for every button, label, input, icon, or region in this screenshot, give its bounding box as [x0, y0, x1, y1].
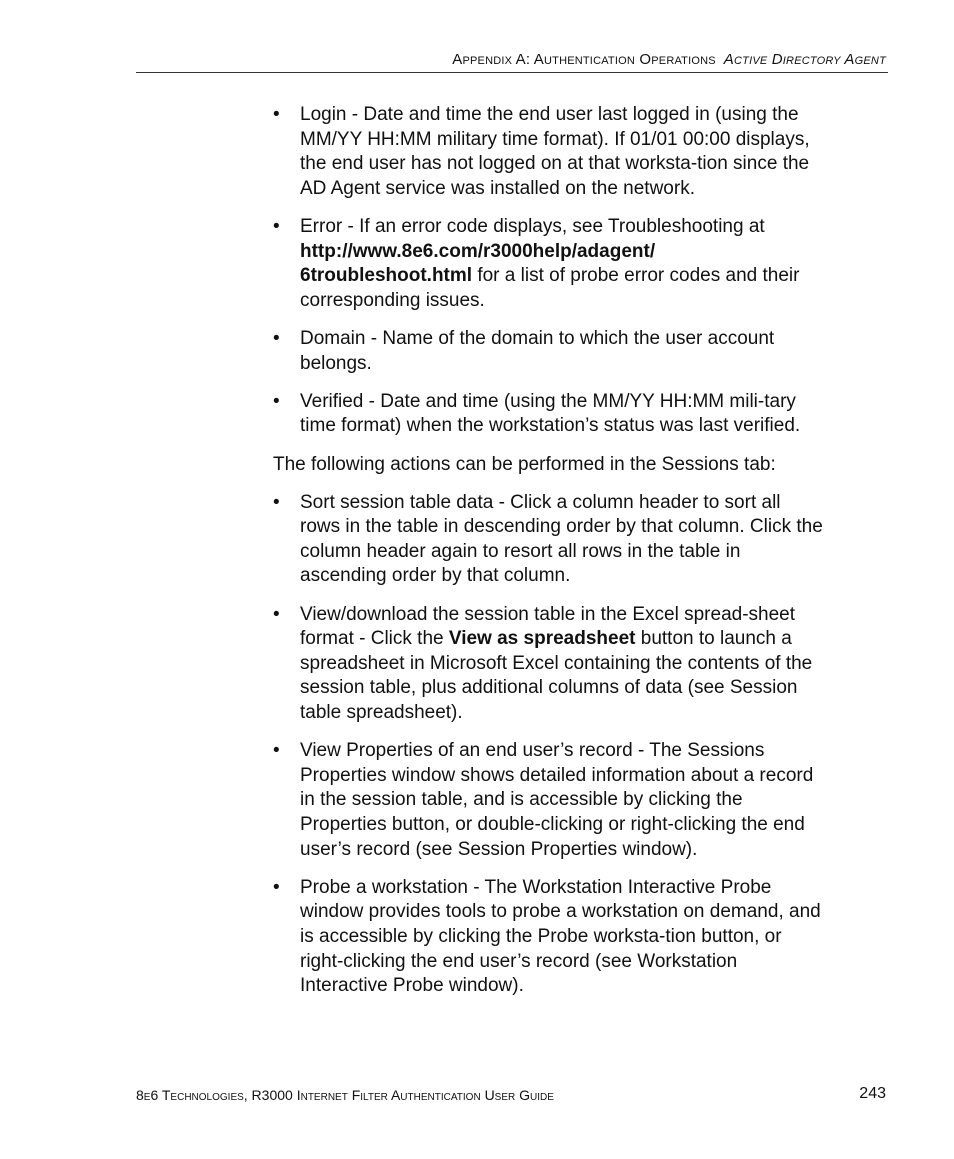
list-item-domain — [273, 327, 825, 376]
bullet-icon: • — [273, 104, 280, 125]
list-item-verified — [273, 390, 825, 439]
header-subsection: Active Directory Agent — [723, 51, 886, 68]
page-body — [273, 103, 825, 1012]
view-as-spreadsheet-label: View as spreadsheet — [448, 628, 636, 650]
list-item-text-post: button to launch a spreadsheet in Microsoft Excel containing the contents of the session table, plus additional columns of data (see Session table spreadsheet). — [300, 628, 813, 724]
list-item-text-pre: View/download the session table in the Excel spread-sheet format - Click the — [300, 603, 796, 650]
bullet-icon: • — [273, 215, 280, 237]
bullet-icon: • — [273, 327, 280, 349]
list-item-text: Sort session table data - Click a column header to sort all rows in the table in descending order by that column. Click the column header again to resort all rows in the table in ascending order by that column. — [300, 491, 823, 587]
actions-intro: The following actions can be performed in the Sessions tab: — [273, 453, 776, 475]
bullet-icon: • — [273, 603, 280, 625]
list-item-probe — [273, 876, 825, 999]
list-item-text: Domain - Name of the domain to which the user account belongs. — [300, 327, 775, 374]
list-item-text: Probe a workstation - The Workstation Interactive Probe window provides tools to probe a workstation on demand, and is accessible by clicking the Probe worksta-tion button, or right-clicking the end user’s record (see Workstation Interactive Probe window). — [300, 876, 821, 997]
list-item-login — [273, 103, 825, 201]
troubleshooting-link-line2: 6troubleshoot.html — [300, 265, 473, 287]
page-number: 243 — [859, 1085, 886, 1102]
bullet-icon: • — [273, 390, 280, 412]
header-text — [452, 51, 886, 68]
header-section: Appendix A: Authentication Operations — [452, 51, 716, 68]
list-item-sort — [273, 491, 825, 589]
actions-list — [273, 491, 825, 999]
page-header — [136, 48, 888, 73]
list-item-text: Login - Date and time the end user last logged in (using the MM/YY HH:MM military time format). If 01/01 00:00 displays, the end user has not logged on at that worksta-tion since the AD Agent service was installed on the network. — [300, 104, 810, 199]
list-item-error — [273, 215, 825, 313]
list-item-text-post: for a list of probe error codes and their corresponding issues. — [300, 265, 800, 311]
list-item-text: View Properties of an end user’s record - The Sessions Properties window shows detailed information about a record in the session table, and is accessible by clicking the Properties button, or double-clicking or right-clicking the end user’s record (see Session Properties window). — [300, 740, 814, 860]
bullet-icon: • — [273, 740, 280, 762]
bullet-icon: • — [273, 876, 280, 898]
list-item-text-pre: Error - If an error code displays, see Troubleshooting at — [300, 215, 765, 237]
list-item-text: Verified - Date and time (using the MM/YY HH:MM mili-tary time format) when the workstation’s status was last verified. — [300, 390, 801, 437]
bullet-icon: • — [273, 491, 280, 513]
footer-title: 8e6 Technologies, R3000 Internet Filter Authentication User Guide — [136, 1087, 554, 1103]
list-item-view-properties — [273, 739, 825, 862]
list-item-view-download — [273, 603, 825, 726]
troubleshooting-link-line1: http://www.8e6.com/r3000help/adagent/ — [300, 240, 656, 262]
field-description-list — [273, 103, 825, 439]
